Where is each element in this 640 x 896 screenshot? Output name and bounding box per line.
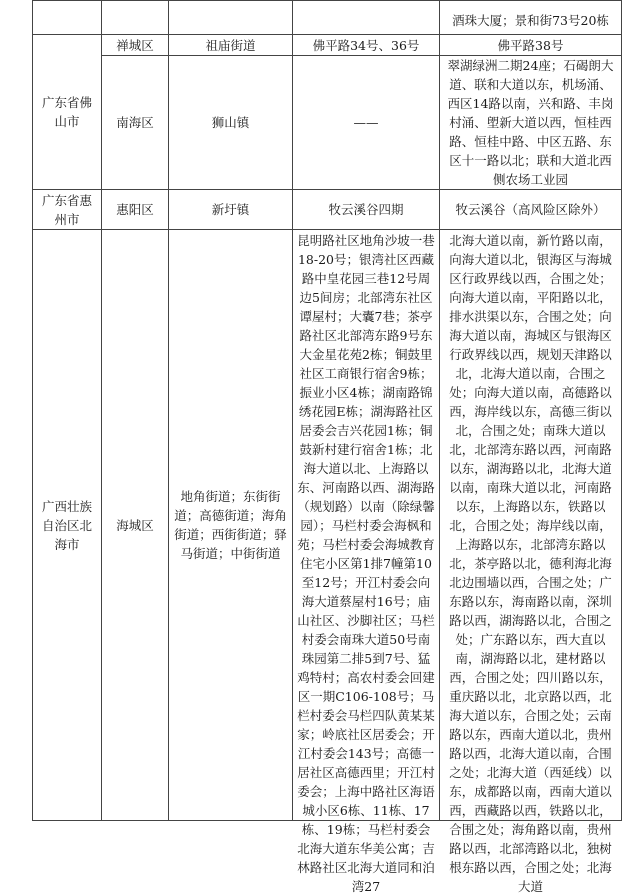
street-cell: 祖庙街道	[169, 35, 293, 56]
district-cell: 惠阳区	[102, 190, 169, 230]
province-cell: 广东省佛山市	[33, 35, 102, 190]
street-cell: 新圩镇	[169, 190, 293, 230]
zone1-cell: 牧云溪谷四期	[293, 190, 440, 230]
district-cell: 海城区	[102, 230, 169, 821]
zone2-cell: 牧云溪谷（高风险区除外）	[440, 190, 622, 230]
zone2-cell: 翠湖绿洲二期24座；石碣朗大道、联和大道以东，机场涌、西区14路以南，兴和路、丰岗村涌、塱新大道以西，恒桂西路、恒桂中路、中区五路、东区十一路以北；联和大道北西侧农场工业园	[440, 56, 622, 190]
zone2-cell: 佛平路38号	[440, 35, 622, 56]
area-text: 酒珠大厦；景和街73号20栋	[452, 13, 609, 28]
table-row	[33, 1, 622, 35]
zone1-cell: 昆明路社区地角沙坡一巷18-20号；银湾社区西藏路中皇花园三巷12号周边5间房；北部湾东社区谭屋村；大囊7巷；茶亭路社区北部湾东路9号东大金星花苑2栋；铜鼓里社区工商银行宿舍9栋；振业小区4栋；湖南路锦绣花园E栋；湖海路社区居委会吉兴花园1栋；铜鼓新村建行宿舍1栋；北海大道以北、上海路以东、河南路以西、湖海路（规划路）以南（除绿馨园）；马栏村委会海枫和苑；马栏村委会海城教育住宅小区第1排7幢第10至12号；开江村委会向海大道蔡屋村16号；庙山社区、沙脚社区；马栏村委会南珠大道50号南珠园第二排5到7号、猛鸡特村；高农村委会回建区一期C106-108号；马栏村委会马栏四队黄某某家；岭底社区居委会；开江村委会143号；高德一居社区高德西里；开江村委会；上海中路社区海语城小区6栋、11栋、17栋、19栋；马栏村委会北海大道东华美公寓；吉林路社区北海大道同和泊湾27	[293, 230, 440, 821]
table-cell	[293, 1, 440, 35]
district-cell: 禅城区	[102, 35, 169, 56]
table-cell	[169, 1, 293, 35]
table-row	[33, 190, 622, 230]
zone1-cell: 佛平路34号、36号	[293, 35, 440, 56]
table-cell	[440, 1, 622, 35]
district-cell: 南海区	[102, 56, 169, 190]
table-row	[33, 35, 622, 56]
street-cell: 地角街道；东街街道；高德街道；海角街道；西街街道；驿马街道；中街街道	[169, 230, 293, 821]
risk-area-table	[32, 0, 622, 894]
table-cell	[33, 1, 102, 35]
province-cell: 广东省惠州市	[33, 190, 102, 230]
street-cell: 狮山镇	[169, 56, 293, 190]
table-row	[33, 230, 622, 821]
zone2-cell: 北海大道以南，新竹路以南，向海大道以北，银海区与海城区行政界线以西，合围之处；向海大道以南，平阳路以北，排水洪渠以东，合围之处；向海大道以南，海城区与银海区行政界线以西，规划天津路以北，北海大道以南，合围之处；向海大道以南，高德路以西，海岸线以东，高德三街以北，合围之处；南珠大道以北，北部湾东路以西，河南路以东，湖海路以北，北海大道以南，南珠大道以北，河南路以东，上海路以东，铁路以北，合围之处；海岸线以南，上海路以东，北部湾东路以北，茶亭路以北，德利海北海北边围墙以西，合围之处；广东路以东，海南路以南，深圳路以西，湖海路以北，合围之处；广东路以东，西大直以南，湖海路以北，建材路以西，合围之处；四川路以东，重庆路以北，北京路以西，北海大道以东，合围之处；云南路以东，西南大道以北，贵州路以西，北海大道以南，合围之处；北海大道（西延线）以东，成都路以南，西南大道以西，西藏路以西，铁路以北，合围之处；海角路以南，贵州路以西，北部湾路以北，独树根东路以西，合围之处；北海大道	[440, 230, 622, 821]
table-row	[33, 56, 622, 190]
province-cell: 广西壮族自治区北海市	[33, 230, 102, 821]
zone1-cell: ——	[293, 56, 440, 190]
table-cell	[102, 1, 169, 35]
